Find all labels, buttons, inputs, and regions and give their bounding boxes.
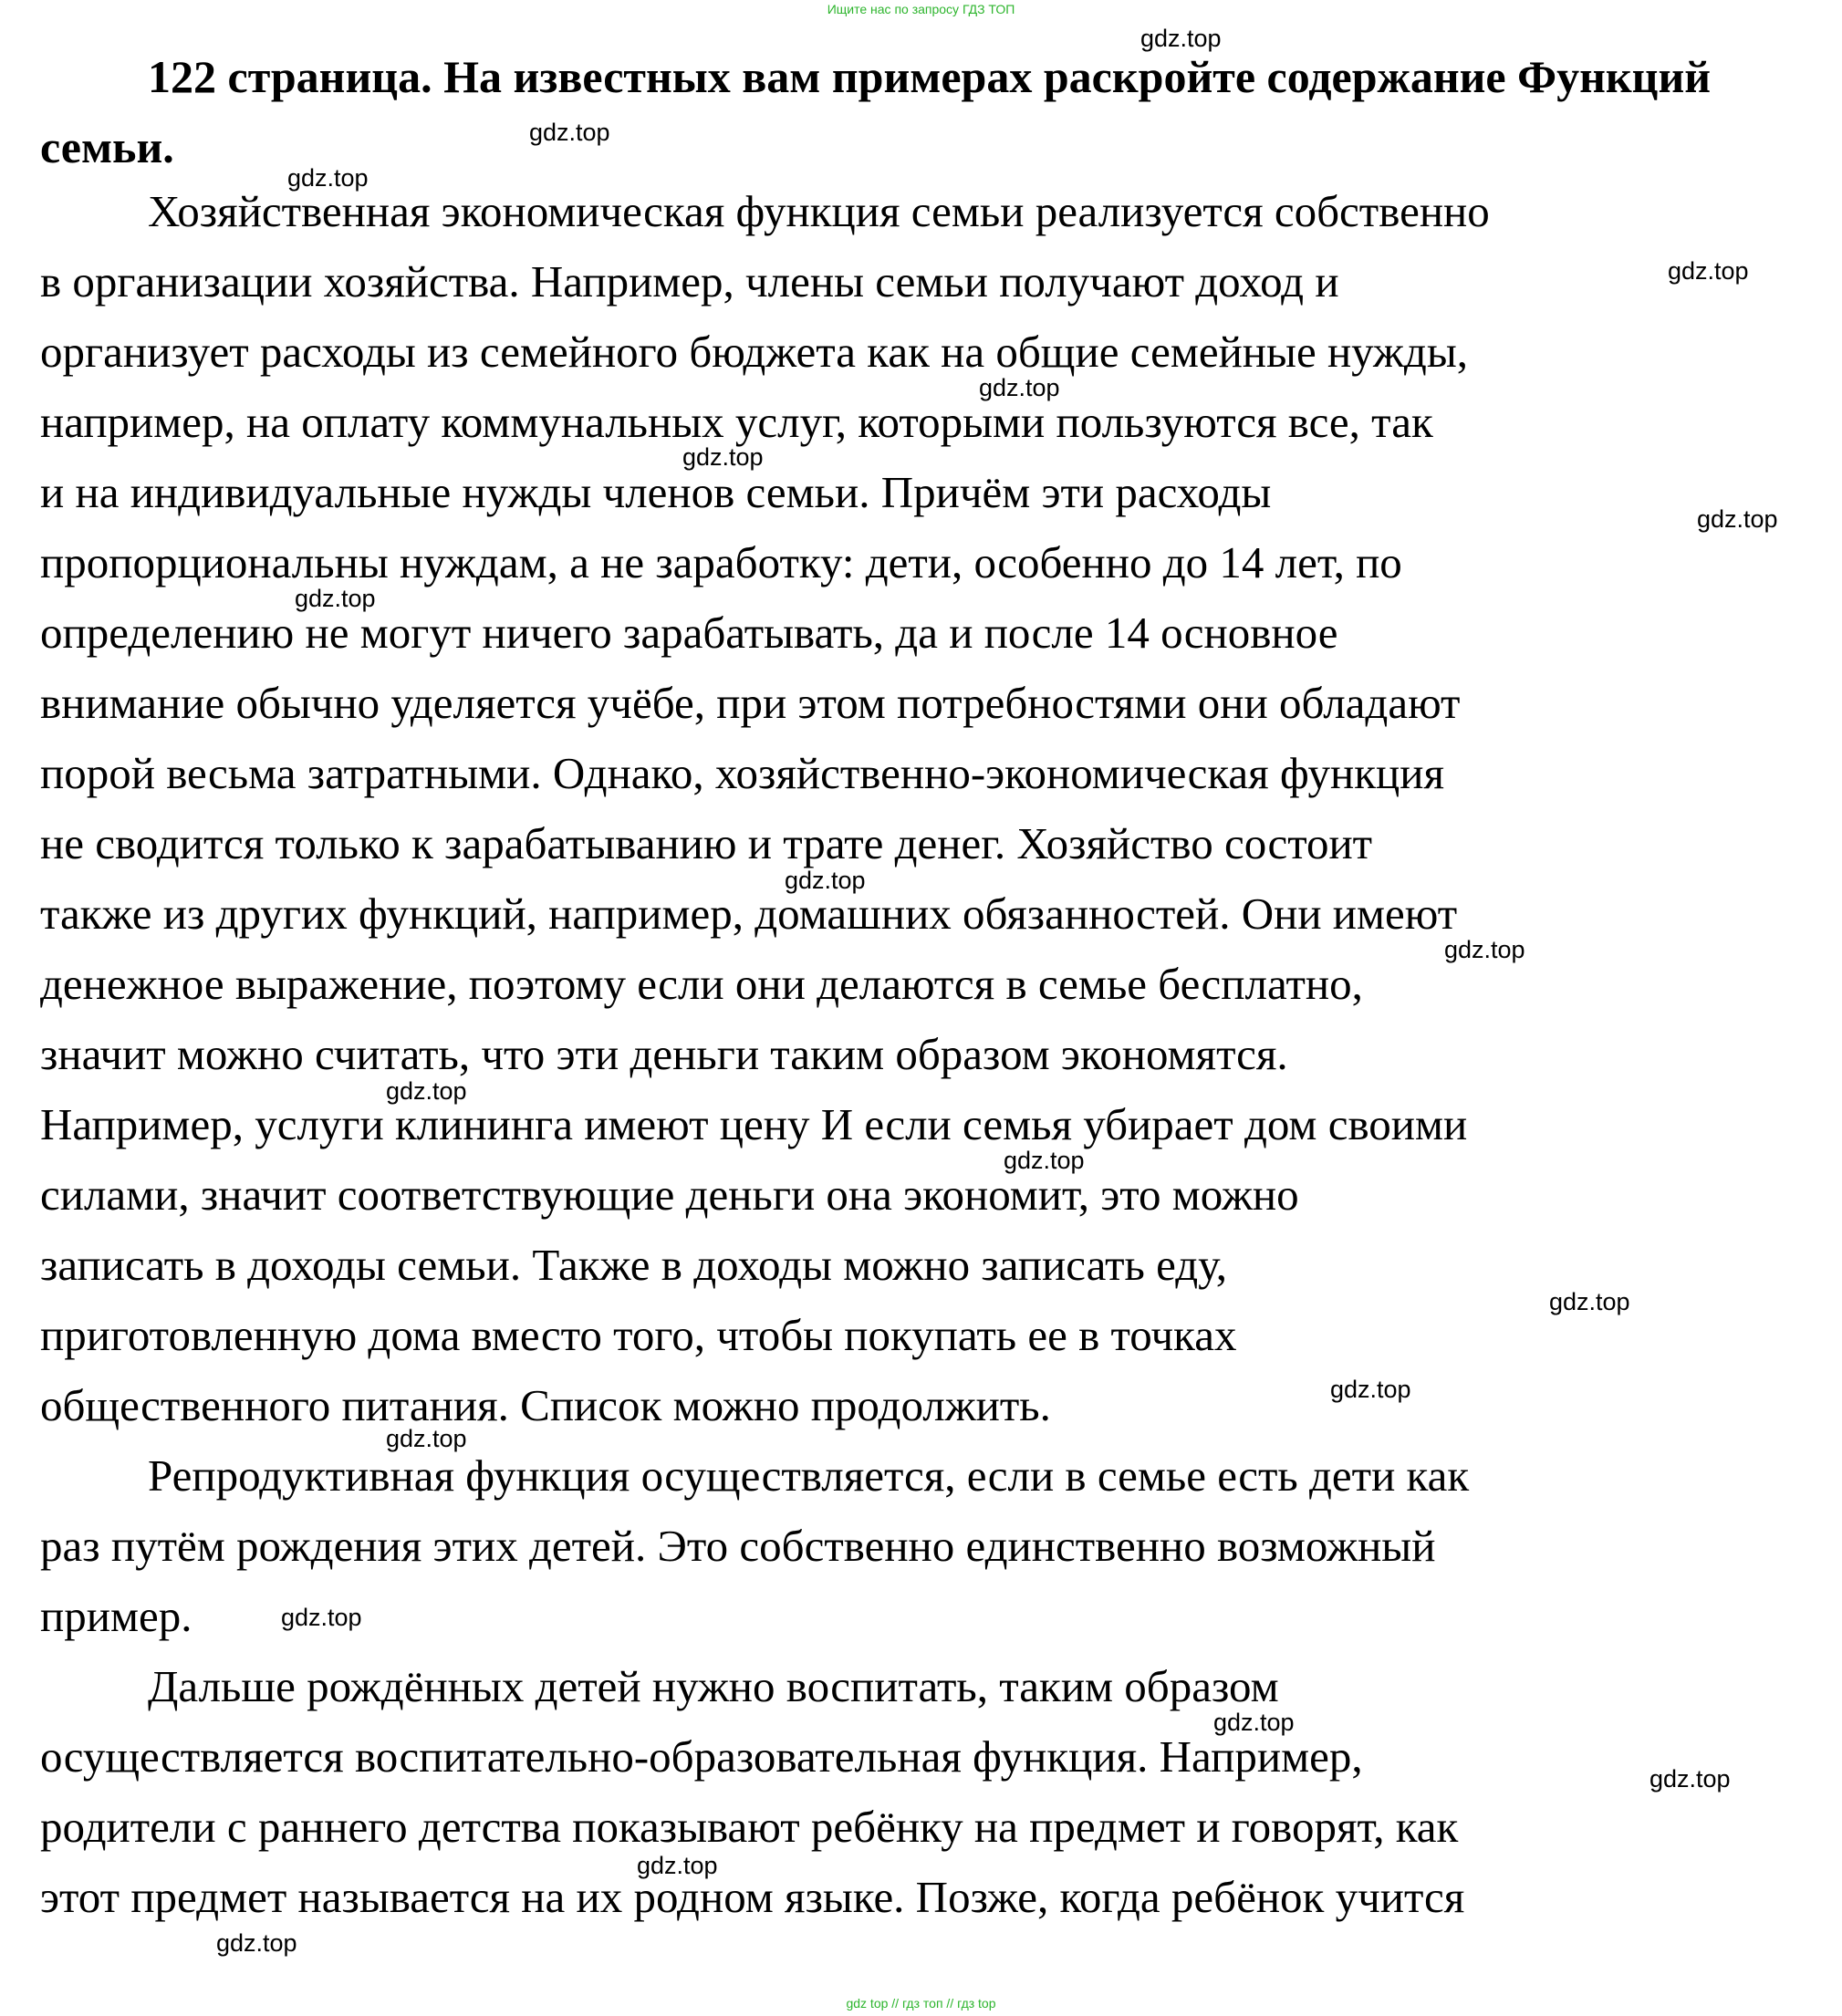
watermark: gdz.top	[1213, 1709, 1295, 1736]
top-banner[interactable]: Ищите нас по запросу ГДЗ ТОП	[827, 2, 1015, 16]
watermark: gdz.top	[287, 164, 369, 192]
text-line: денежное выражение, поэтому если они делаются в семье бесплатно,	[40, 959, 1363, 1009]
text-line: и на индивидуальные нужды членов семьи. Причём эти расходы	[40, 467, 1272, 517]
text-line: пропорциональны нуждам, а не заработку: дети, особенно до 14 лет, по	[40, 537, 1402, 587]
page-title: 122 страница. На известных вам примерах раскройте содержание Функций семьи.	[40, 51, 1712, 172]
text-line: силами, значит соответствующие деньги она экономит, это можно	[40, 1169, 1299, 1220]
text-line: приготовленную дома вместо того, чтобы покупать ее в точках	[40, 1310, 1237, 1360]
text-line: Например, услуги клининга имеют цену И если семья убирает дом своими	[40, 1099, 1468, 1149]
text-line: определению не могут ничего зарабатывать, да и после 14 основное	[40, 608, 1338, 658]
watermark: gdz.top	[281, 1604, 362, 1631]
text-line: пример.	[40, 1591, 193, 1641]
text-line: также из других функций, например, домашних обязанностей. Они имеют	[40, 888, 1458, 939]
watermark: gdz.top	[386, 1425, 467, 1452]
text-line: записать в доходы семьи. Также в доходы можно записать еду,	[40, 1240, 1227, 1290]
text-line: значит можно считать, что эти деньги таким образом экономятся.	[40, 1029, 1288, 1079]
watermark: gdz.top	[1330, 1376, 1411, 1403]
footer-links[interactable]: gdz top // гдз топ // гдз top	[846, 1996, 996, 2011]
text-line: организует расходы из семейного бюджета как на общие семейные нужды,	[40, 327, 1468, 377]
watermark: gdz.top	[529, 119, 610, 146]
watermark: gdz.top	[1444, 936, 1525, 963]
text-line: родители с раннего детства показывают ребёнку на предмет и говорят, как	[40, 1802, 1459, 1852]
text-line: например, на оплату коммунальных услуг, которыми пользуются все, так	[40, 397, 1433, 447]
text-line: общественного питания. Список можно продолжить.	[40, 1380, 1051, 1430]
text-line: Репродуктивная функция осуществляется, если в семье есть дети как	[148, 1450, 1470, 1501]
text-line: этот предмет называется на их родном языке. Позже, когда ребёнок учится	[40, 1872, 1465, 1922]
answer-body	[40, 176, 1801, 1932]
text-line: раз путём рождения этих детей. Это собственно единственно возможный	[40, 1521, 1436, 1571]
watermark: gdz.top	[216, 1929, 297, 1957]
watermark: gdz.top	[637, 1852, 718, 1879]
text-line: не сводится только к зарабатыванию и трате денег. Хозяйство состоит	[40, 818, 1373, 868]
watermark: gdz.top	[1668, 257, 1749, 285]
text-line: осуществляется воспитательно-образовательная функция. Например,	[40, 1731, 1363, 1782]
watermark: gdz.top	[1649, 1765, 1731, 1793]
watermark: gdz.top	[1004, 1147, 1085, 1174]
watermark: gdz.top	[1140, 25, 1222, 52]
text-line: порой весьма затратными. Однако, хозяйственно-экономическая функция	[40, 748, 1445, 798]
text-line: Хозяйственная экономическая функция семьи реализуется собственно	[148, 186, 1490, 236]
watermark: gdz.top	[1697, 505, 1778, 533]
text-line: Дальше рождённых детей нужно воспитать, таким образом	[148, 1661, 1279, 1711]
text-line: внимание обычно уделяется учёбе, при этом потребностями они обладают	[40, 678, 1461, 728]
watermark: gdz.top	[682, 443, 764, 471]
watermark: gdz.top	[785, 867, 866, 894]
watermark: gdz.top	[295, 585, 376, 612]
text-line: в организации хозяйства. Например, члены семьи получают доход и	[40, 256, 1339, 307]
watermark: gdz.top	[386, 1077, 467, 1105]
watermark: gdz.top	[1549, 1288, 1630, 1315]
watermark: gdz.top	[979, 374, 1060, 401]
